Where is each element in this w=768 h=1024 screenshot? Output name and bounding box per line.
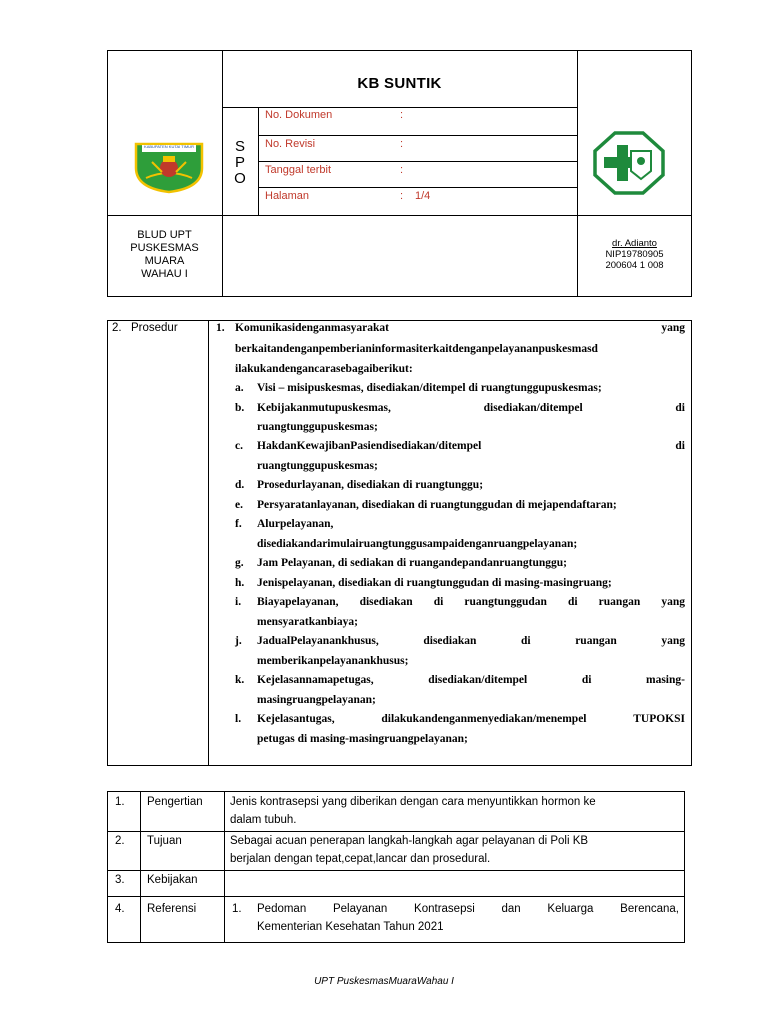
item-word: Kejelasannamapetugas, xyxy=(257,674,374,686)
item-word: ruangtunggudan xyxy=(464,596,547,608)
spo-letter-p: P xyxy=(234,154,245,171)
meta-label-document-no: No. Dokumen xyxy=(265,109,333,121)
org-line-1: BLUD UPT xyxy=(137,229,192,241)
item-word: di xyxy=(567,596,578,608)
row-text-line-1: Jenis kontrasepsi yang diberikan dengan cara menyuntikkan hormon ke xyxy=(230,796,596,808)
item-word: Kejelasantugas, xyxy=(257,713,335,725)
item-word: di xyxy=(581,674,592,686)
puskesmas-logo xyxy=(593,131,665,195)
intro-word-a: Komunikasidenganmasyarakat xyxy=(235,322,390,334)
procedure-intro-line-3: ilakukandengancarasebagaiberikut: xyxy=(235,363,413,375)
item-word: disediakan/ditempel xyxy=(483,402,583,414)
item-text-cont: memberikanpelayanankhusus; xyxy=(257,655,409,667)
meta-sep-page: : xyxy=(400,190,404,202)
row-text-line-2: Kementerian Kesehatan Tahun 2021 xyxy=(257,921,444,933)
item-word: disediakan/ditempel xyxy=(428,674,528,686)
row-number: 1. xyxy=(115,796,125,808)
row-text-line-1: Sebagai acuan penerapan langkah-langkah agar pelayanan di Poli KB xyxy=(230,835,589,847)
row-label: Pengertian xyxy=(147,796,203,808)
item-letter: f. xyxy=(235,518,242,530)
item-letter: e. xyxy=(235,499,243,511)
item-word: Kebijakanmutupuskesmas, xyxy=(257,402,391,414)
item-text xyxy=(257,713,685,725)
row-number: 4. xyxy=(115,903,125,915)
spo-letter-o: O xyxy=(234,170,246,187)
spo-letter-s: S xyxy=(234,138,245,155)
item-word: HakdanKewajibanPasiendisediakan/ditempel xyxy=(257,440,482,452)
item-letter: h. xyxy=(235,577,245,589)
item-letter: k. xyxy=(235,674,245,686)
item-word: di xyxy=(521,635,531,647)
meta-sep-issue-date: : xyxy=(400,164,404,176)
row-number: 3. xyxy=(115,874,125,886)
meta-sep-revision-no: : xyxy=(400,138,404,150)
procedure-section-number: 2. xyxy=(112,322,122,334)
item-word: di xyxy=(675,440,685,452)
item-letter: i. xyxy=(235,596,242,608)
item-text-cont: mensyaratkanbiaya; xyxy=(257,616,358,628)
meta-label-page: Halaman xyxy=(265,190,310,202)
item-letter: g. xyxy=(235,557,244,569)
procedure-item-number: 1. xyxy=(216,322,225,334)
item-word: Biayapelayanan, xyxy=(257,596,339,608)
meta-sep-document-no: : xyxy=(400,109,404,121)
item-word: JadualPelayanankhusus, xyxy=(257,635,379,647)
document-title: KB SUNTIK xyxy=(357,75,442,92)
item-word: disediakan xyxy=(359,596,413,608)
meta-label-revision-no: No. Revisi xyxy=(265,138,316,150)
item-text: Alurpelayanan, xyxy=(257,518,334,530)
item-letter: c. xyxy=(235,440,243,452)
item-text xyxy=(257,402,685,414)
row-sub-number: 1. xyxy=(232,903,242,915)
item-text-cont: masingruangpelayanan; xyxy=(257,694,376,706)
item-text: Persyaratanlayanan, disediakan di ruangtunggudan di mejapendaftaran; xyxy=(257,499,617,511)
row-label: Referensi xyxy=(147,903,197,915)
row-label: Kebijakan xyxy=(147,874,198,886)
signatory-nip-2: 200604 1 008 xyxy=(605,260,664,271)
item-text: Jenispelayanan, disediakan di ruangtunggudan di masing-masingruang; xyxy=(257,577,612,589)
org-name xyxy=(107,229,222,281)
item-letter: a. xyxy=(235,382,244,394)
intro-word-b: yang xyxy=(661,322,685,334)
item-word: dilakukandenganmenyediakan/menempel xyxy=(381,713,587,725)
item-word: ruangan xyxy=(575,635,617,647)
signatory xyxy=(577,238,692,271)
item-word: disediakan xyxy=(423,635,477,647)
item-text: Prosedurlayanan, disediakan di ruangtunggu; xyxy=(257,479,484,491)
org-line-3: MUARA xyxy=(144,255,185,267)
item-text xyxy=(257,596,685,608)
item-letter: d. xyxy=(235,479,245,491)
page-footer: UPT PuskesmasMuaraWahau I xyxy=(314,976,454,987)
row-label: Tujuan xyxy=(147,835,182,847)
meta-value-page: 1/4 xyxy=(415,190,431,202)
item-text: Jam Pelayanan, di sediakan di ruangandepandanruangtunggu; xyxy=(257,557,567,569)
item-word: yang xyxy=(661,635,685,647)
item-letter: b. xyxy=(235,402,245,414)
item-word: di xyxy=(433,596,444,608)
org-line-4: WAHAU I xyxy=(141,268,188,280)
item-letter: l. xyxy=(235,713,242,725)
row-text-line-1: Pedoman Pelayanan Kontrasepsi dan Keluarga Berencana, xyxy=(257,903,679,915)
row-number: 2. xyxy=(115,835,125,847)
logo-text: KABUPATEN KUTAI TIMUR xyxy=(144,144,194,149)
item-word: TUPOKSI xyxy=(633,713,685,725)
item-word: ruangan xyxy=(598,596,641,608)
item-text xyxy=(257,674,685,686)
procedure-intro-line-1 xyxy=(235,322,685,334)
item-word: di xyxy=(675,402,685,414)
item-word: masing- xyxy=(646,674,685,686)
item-text-cont: disediakandarimulairuangtunggusampaidenganruangpelayanan; xyxy=(257,538,578,550)
item-text-cont: ruangtunggupuskesmas; xyxy=(257,421,378,433)
row-text-line-2: berjalan dengan tepat,cepat,lancar dan prosedural. xyxy=(230,853,491,865)
procedure-intro-line-2: berkaitandenganpemberianinformasiterkaitdenganpelayananpuskesmasd xyxy=(235,343,598,355)
org-line-2: PUSKESMAS xyxy=(130,242,199,254)
item-text xyxy=(257,635,685,647)
signatory-nip-1: NIP19780905 xyxy=(605,249,664,260)
signatory-name: dr. Adianto xyxy=(612,238,657,249)
item-letter: j. xyxy=(235,635,242,647)
item-text: Visi – misipuskesmas, disediakan/ditempel di ruangtunggupuskesmas; xyxy=(257,382,602,394)
item-text-cont: petugas di masing-masingruangpelayanan; xyxy=(257,733,468,745)
meta-label-issue-date: Tanggal terbit xyxy=(265,164,332,176)
row-text-line-2: dalam tubuh. xyxy=(230,814,297,826)
item-text xyxy=(257,440,685,452)
procedure-section-label: Prosedur xyxy=(131,322,178,334)
item-text-cont: ruangtunggupuskesmas; xyxy=(257,460,378,472)
item-word: yang xyxy=(661,596,685,608)
